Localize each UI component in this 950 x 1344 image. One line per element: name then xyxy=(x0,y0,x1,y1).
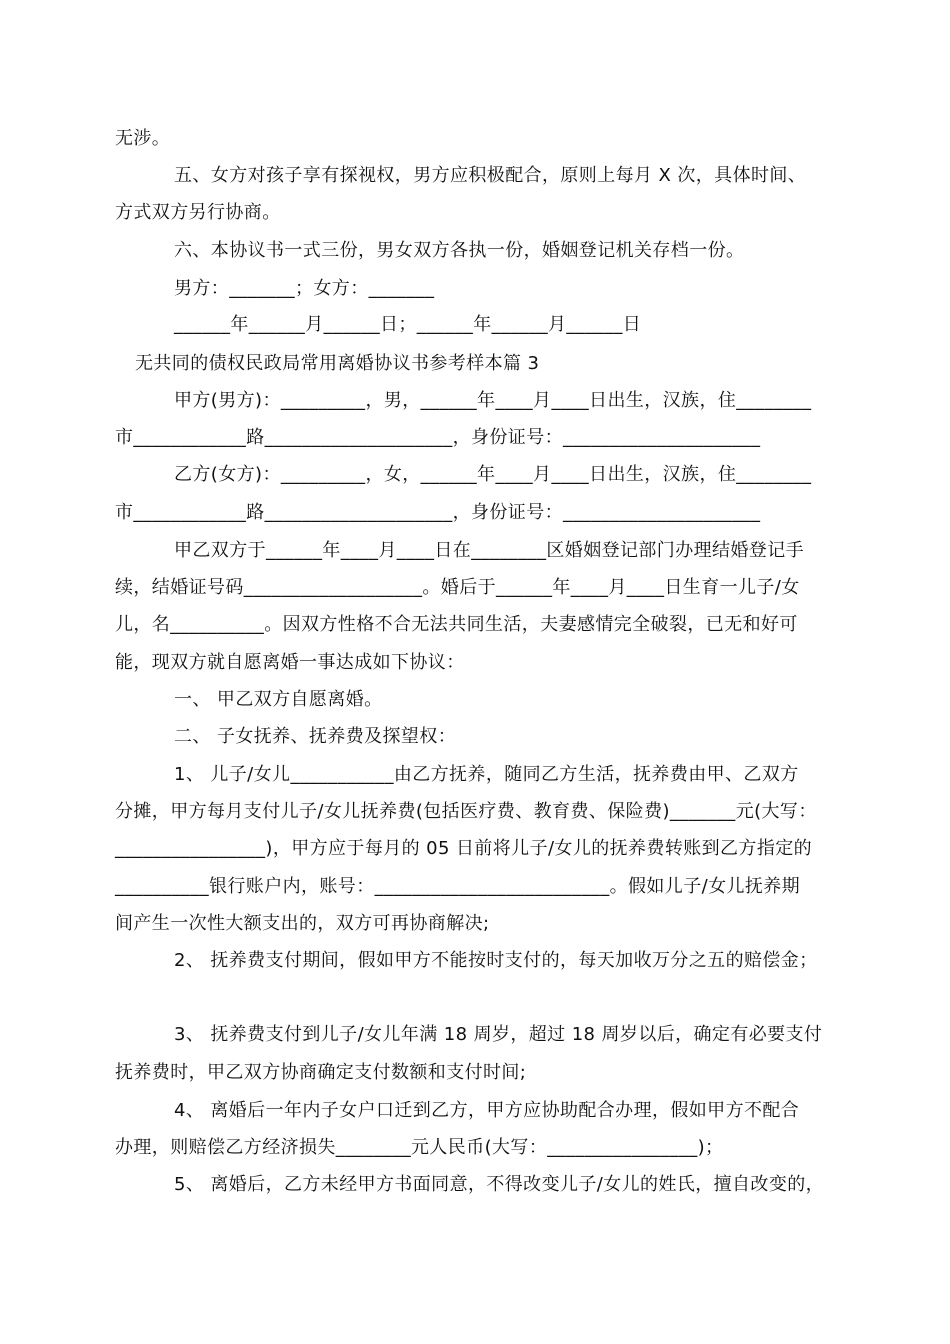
text-line: 市____________路____________________，身份证号：_____________________ xyxy=(115,502,761,523)
text-line: 五、女方对孩子享有探视权，男方应积极配合，原则上每月 X 次，具体时间、 xyxy=(174,165,807,186)
signature-line: 男方：_______；女方：_______ xyxy=(174,278,435,299)
text-line: 甲乙双方于______年____月____日在________区婚姻登记部门办理结婚登记手 xyxy=(174,540,804,561)
clause-heading: 一、 甲乙双方自愿离婚。 xyxy=(174,689,383,710)
clause-heading: 二、 子女抚养、抚养费及探望权： xyxy=(174,726,457,747)
text-line: 儿，名__________。因双方性格不合无法共同生活，夫妻感情完全破裂，已无和好可 xyxy=(115,614,798,635)
text-line: 5、 离婚后，乙方未经甲方书面同意，不得改变儿子/女儿的姓氏，擅自改变的， xyxy=(174,1174,825,1195)
text-line: 分摊，甲方每月支付儿子/女儿抚养费(包括医疗费、教育费、保险费)_______元(大写： xyxy=(115,801,817,822)
text-line: ________________)，甲方应于每月的 05 日前将儿子/女儿的抚养费转账到乙方指定的 xyxy=(115,838,813,859)
text-line: 市____________路____________________，身份证号：_____________________ xyxy=(115,427,761,448)
text-line: 4、 离婚后一年内子女户口迁到乙方，甲方应协助配合办理，假如甲方不配合 xyxy=(174,1100,800,1121)
text-line: __________银行账户内，账号：_________________________。假如儿子/女儿抚养期 xyxy=(115,876,801,897)
text-line: 2、 抚养费支付期间，假如甲方不能按时支付的，每天加收万分之五的赔偿金； xyxy=(174,950,818,971)
text-line: 甲方(男方)：_________，男，______年____月____日出生，汉族，住________ xyxy=(174,390,812,411)
text-line: 3、 抚养费支付到儿子/女儿年满 18 周岁，超过 18 周岁以后，确定有必要支付 xyxy=(174,1024,823,1045)
text-line: 无涉。 xyxy=(115,128,171,149)
text-line: 1、 儿子/女儿___________由乙方抚养，随同乙方生活，抚养费由甲、乙双方 xyxy=(174,764,799,785)
text-line: 续，结婚证号码___________________。婚后于______年____月____日生育一儿子/女 xyxy=(115,577,800,598)
text-line: 六、本协议书一式三份，男女双方各执一份，婚姻登记机关存档一份。 xyxy=(174,240,745,261)
text-line: 方式双方另行协商。 xyxy=(115,202,281,223)
text-line: 办理，则赔偿乙方经济损失________元人民币(大写：________________)； xyxy=(115,1137,724,1158)
date-line: ______年______月______日；______年______月______日 xyxy=(174,314,642,335)
text-line: 能，现双方就自愿离婚一事达成如下协议： xyxy=(115,652,465,673)
text-line: 乙方(女方)：_________，女，______年____月____日出生，汉族，住________ xyxy=(174,464,812,485)
section-title: 无共同的债权民政局常用离婚协议书参考样本篇 3 xyxy=(135,353,540,374)
text-line: 间产生一次性大额支出的，双方可再协商解决; xyxy=(115,913,490,934)
text-line: 抚养费时，甲乙双方协商确定支付数额和支付时间; xyxy=(115,1062,527,1083)
